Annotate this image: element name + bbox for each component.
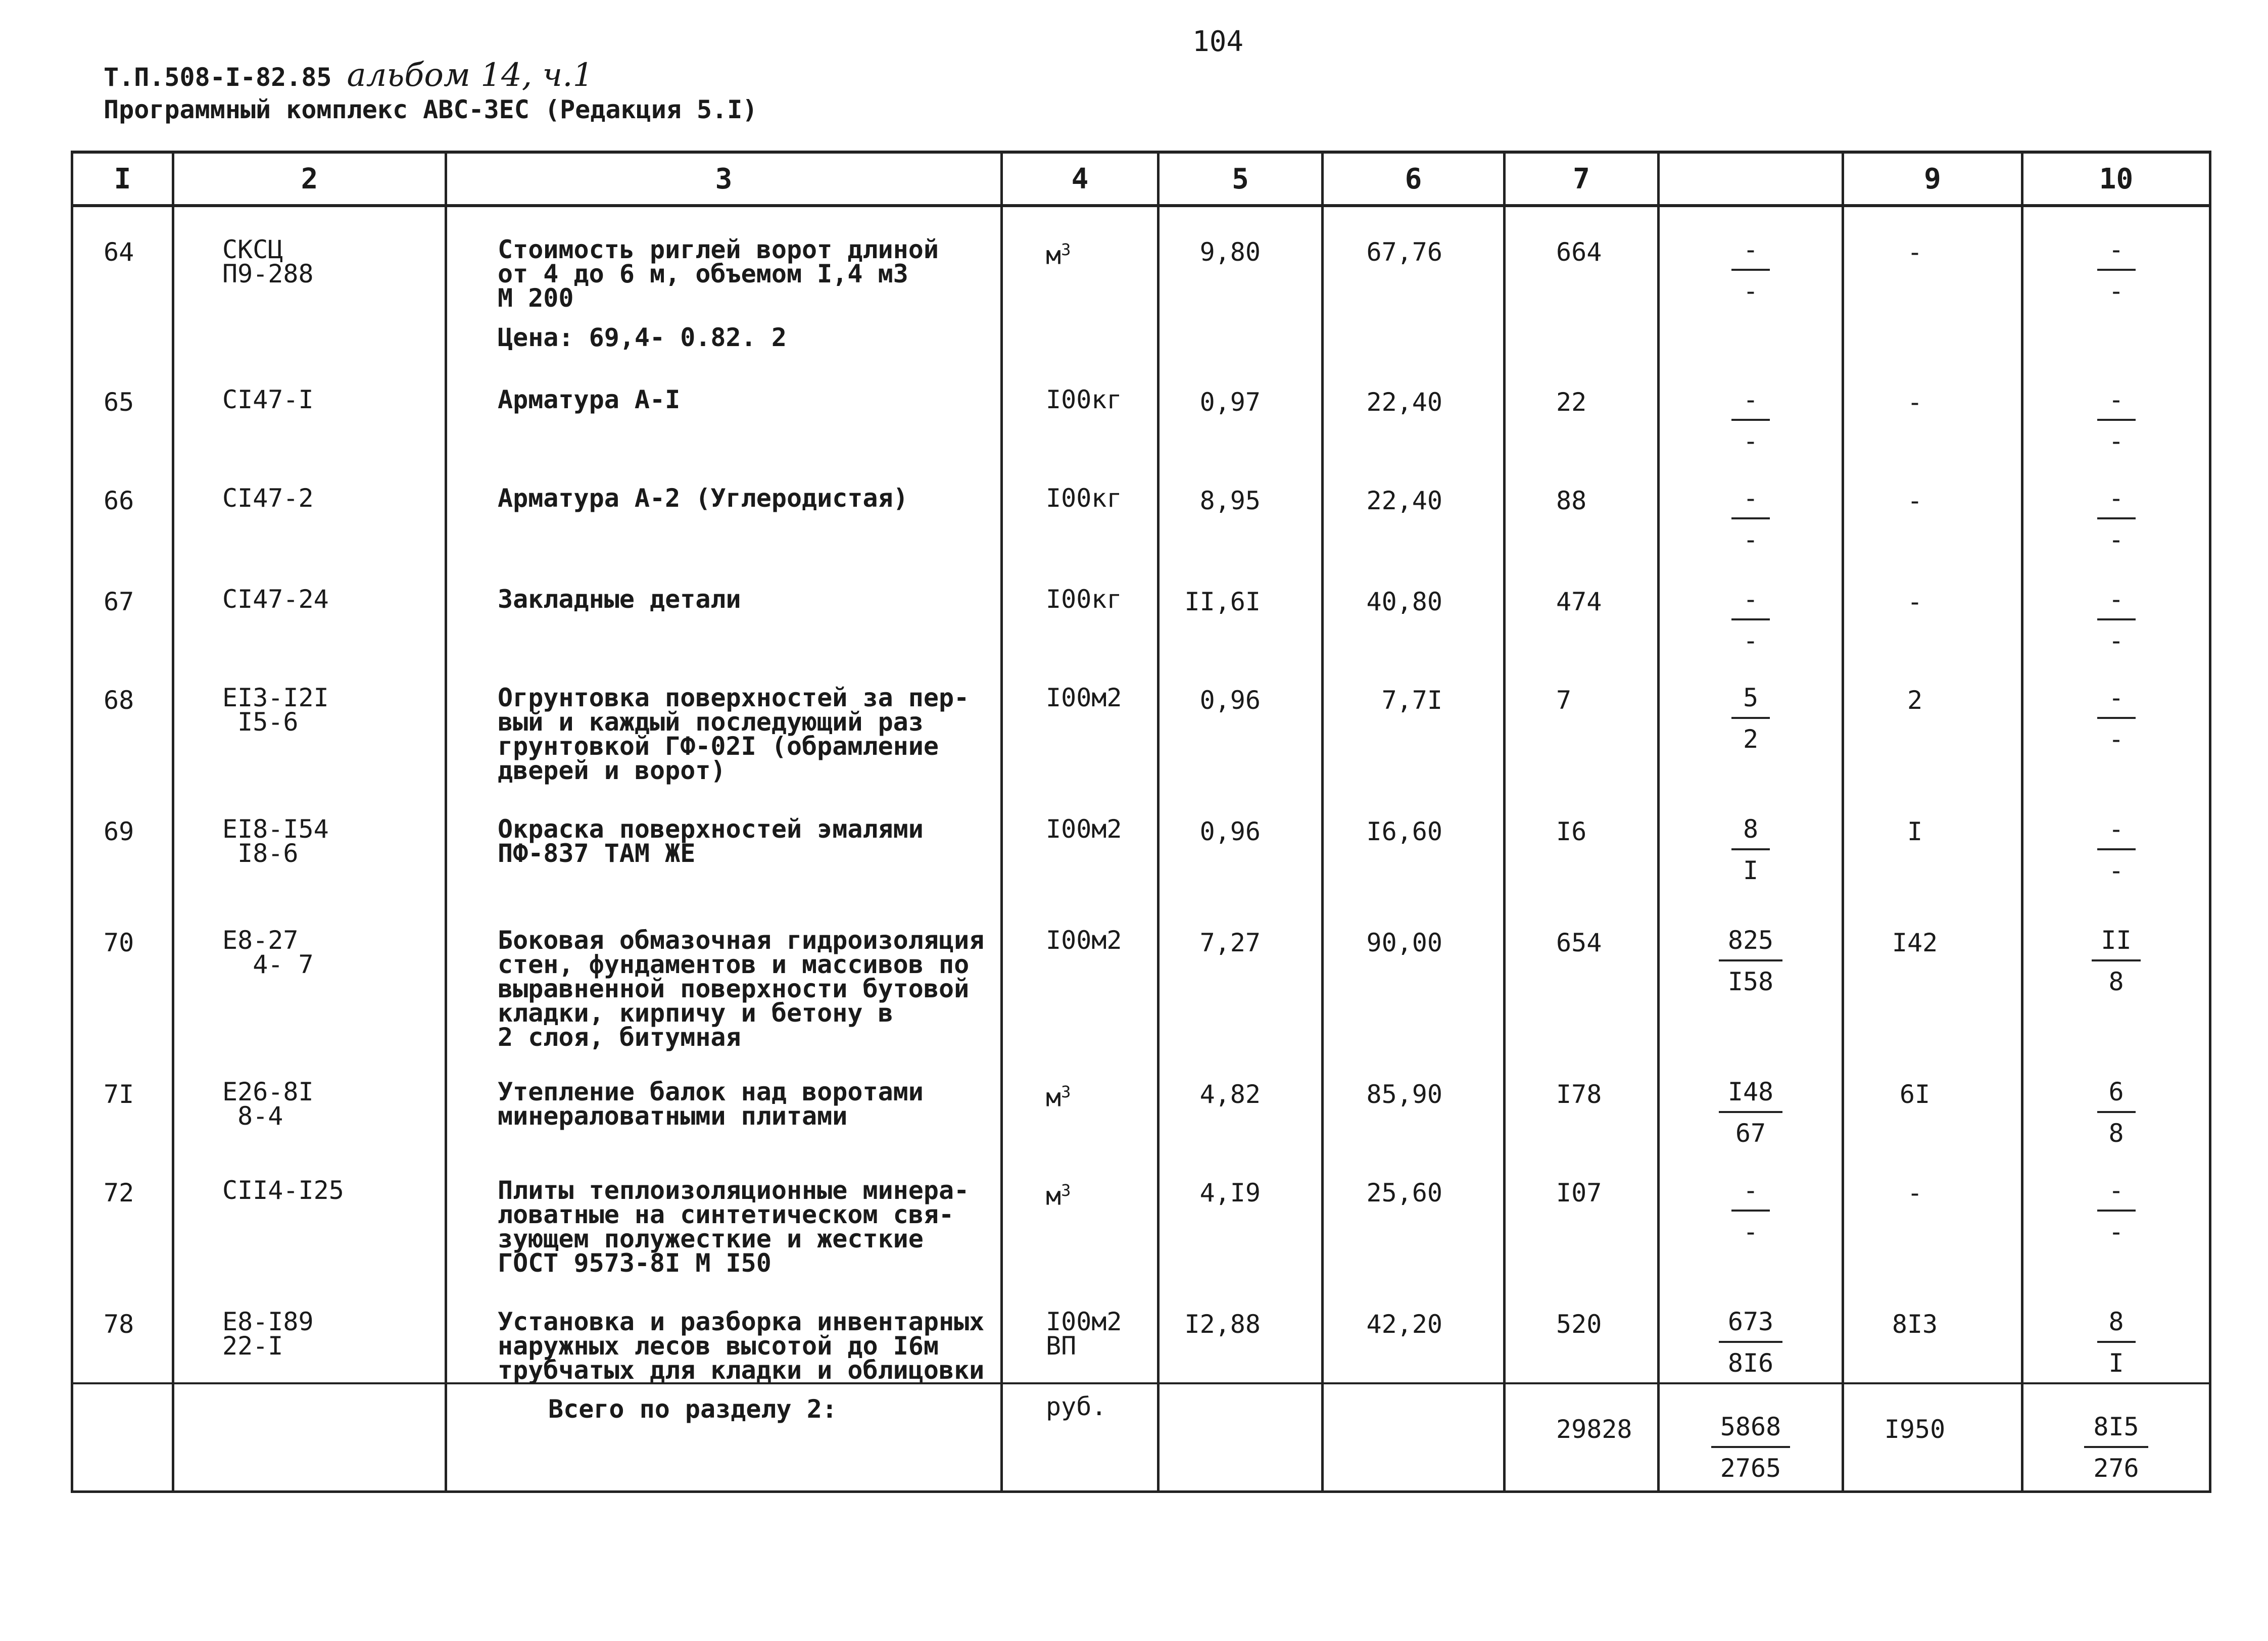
handwritten-note: альбом 14, ч.1 (347, 57, 594, 94)
fraction-10 (2097, 684, 2136, 753)
description-text: Огрунтовка поверхностей за пер- вый и каждый последующий раз грунтовкой ГФ-02I (обрамление дверей и ворот) (498, 683, 970, 785)
rate-code: СКСЦ П9-288 (173, 206, 446, 357)
fraction-10-numerator: II (2092, 926, 2140, 961)
wages-fraction-numerator: 5 (1731, 684, 1770, 719)
work-description (446, 557, 1002, 655)
fraction-10-denominator: - (2108, 1217, 2124, 1246)
fraction-10 (2097, 235, 2136, 305)
unit-text: I00кг (1046, 385, 1122, 414)
rate-code: E8-I89 22-I (173, 1279, 446, 1383)
quantity: 7,27 (1159, 898, 1323, 1049)
unit (1002, 206, 1159, 357)
total-cost: I07 (1505, 1148, 1659, 1279)
fraction-10 (2097, 1176, 2136, 1246)
unit-cost: 22,40 (1323, 357, 1505, 456)
unit-text: I00кг (1046, 484, 1122, 513)
document-code: Т.П.508-I-82.85 (104, 63, 332, 92)
total-cost: 88 (1505, 456, 1659, 557)
wages-fraction (1731, 235, 1770, 305)
wages-fraction-denominator: 67 (1735, 1119, 1766, 1148)
wages-fraction (1731, 484, 1770, 554)
fraction-cell-10 (2022, 456, 2210, 557)
wages-fraction-cell (1659, 655, 1843, 787)
fraction-10-numerator: 8 (2097, 1308, 2136, 1343)
quantity: 9,80 (1159, 206, 1323, 357)
wages-fraction-cell (1659, 898, 1843, 1049)
machine-cost: I (1843, 787, 2022, 898)
table-row (72, 456, 2210, 557)
row-number: 68 (72, 655, 173, 787)
wages-fraction-numerator: 8 (1731, 815, 1770, 850)
wages-fraction-numerator: - (1731, 235, 1770, 271)
table-row (72, 898, 2210, 1049)
unit-text: I00кг (1046, 585, 1122, 614)
column-header-row (72, 152, 2210, 206)
row-number: 70 (72, 898, 173, 1049)
wages-fraction (1731, 684, 1770, 753)
table-row (72, 557, 2210, 655)
total-cost: 654 (1505, 898, 1659, 1049)
description-text: Окраска поверхностей эмалями ПФ-837 ТАМ ЖЕ (498, 814, 924, 868)
wages-fraction-numerator: - (1731, 484, 1770, 519)
description-text: Стоимость риглей ворот длиной от 4 до 6 м, объемом I,4 м3 М 200 (498, 235, 939, 313)
fraction-cell-10 (2022, 557, 2210, 655)
wages-fraction (1719, 1308, 1782, 1377)
total-unit: руб. (1002, 1383, 1159, 1492)
fraction-10-numerator: - (2097, 235, 2136, 271)
wages-fraction-cell (1659, 1049, 1843, 1148)
wages-fraction-cell (1659, 787, 1843, 898)
machine-cost: 6I (1843, 1049, 2022, 1148)
wages-fraction-cell (1659, 456, 1843, 557)
machine-cost: - (1843, 557, 2022, 655)
description-text: Плиты теплоизоляционные минера- ловатные на синтетическом свя- зующем полужесткие и жесткие ГОСТ 9573-8I М I50 (498, 1176, 970, 1278)
quantity: 4,82 (1159, 1049, 1323, 1148)
total-fraction-denominator: 2765 (1720, 1454, 1781, 1483)
fraction-10-numerator: - (2097, 385, 2136, 421)
column-header-8 (1659, 152, 1843, 206)
page-number: 104 (1192, 25, 1244, 58)
quantity: 0,96 (1159, 655, 1323, 787)
fraction-cell-10 (2022, 787, 2210, 898)
machine-cost: 2 (1843, 655, 2022, 787)
wages-fraction (1719, 1078, 1782, 1147)
description-text: Арматура А-I (498, 385, 681, 414)
wages-fraction-denominator: 8I6 (1727, 1348, 1774, 1378)
machine-cost: - (1843, 357, 2022, 456)
total-fraction-10 (2084, 1413, 2148, 1482)
document-code-line (104, 57, 593, 94)
wages-fraction-denominator: - (1743, 626, 1759, 655)
wages-fraction-numerator: - (1731, 385, 1770, 421)
machine-cost: - (1843, 1148, 2022, 1279)
row-number: 66 (72, 456, 173, 557)
fraction-10 (2097, 1308, 2136, 1377)
column-header-9: 9 (1843, 152, 2022, 206)
unit-cost: I6,60 (1323, 787, 1505, 898)
unit (1002, 1148, 1159, 1279)
unit-text: м (1046, 1083, 1061, 1113)
total-row (72, 1383, 2210, 1492)
price-note: Цена: 69,4- 0.82. 2 (498, 323, 787, 352)
unit-text: I00м2 (1046, 683, 1122, 712)
column-header-1: I (72, 152, 173, 206)
unit-text: I00м2 (1046, 814, 1122, 844)
fraction-10 (2097, 815, 2136, 885)
total-cost: 7 (1505, 655, 1659, 787)
fraction-cell-10 (2022, 655, 2210, 787)
column-header-2: 2 (173, 152, 446, 206)
row-number: 64 (72, 206, 173, 357)
fraction-10-denominator: 8 (2108, 967, 2124, 996)
unit-superscript: 3 (1061, 240, 1071, 259)
quantity: 8,95 (1159, 456, 1323, 557)
total-fraction-10-cell (2022, 1383, 2210, 1492)
total-fraction-cell (1659, 1383, 1843, 1492)
unit-superscript: 3 (1061, 1082, 1071, 1101)
column-header-6: 6 (1323, 152, 1505, 206)
wages-fraction (1719, 926, 1782, 996)
work-description (446, 1279, 1002, 1383)
work-description (446, 206, 1002, 357)
work-description (446, 1049, 1002, 1148)
work-description (446, 456, 1002, 557)
total-cost: 664 (1505, 206, 1659, 357)
unit (1002, 898, 1159, 1049)
column-header-3: 3 (446, 152, 1002, 206)
rate-code: CI47-I (173, 357, 446, 456)
wages-fraction-cell (1659, 206, 1843, 357)
unit-cost: 42,20 (1323, 1279, 1505, 1383)
wages-fraction-numerator: - (1731, 1176, 1770, 1212)
wages-fraction-numerator: 825 (1719, 926, 1782, 961)
total-empty-1 (72, 1383, 173, 1492)
unit (1002, 787, 1159, 898)
total-cost: 474 (1505, 557, 1659, 655)
description-text: Боковая обмазочная гидроизоляция стен, фундаментов и массивов по выравненной поверхности бутовой кладки, кирпичу и бетону в 2 слоя, битумная (498, 926, 985, 1052)
estimate-table (71, 151, 2211, 1493)
wages-fraction-denominator: - (1743, 426, 1759, 456)
column-header-5: 5 (1159, 152, 1323, 206)
fraction-10 (2092, 926, 2140, 996)
table-row (72, 206, 2210, 357)
total-label: Всего по разделу 2: (446, 1383, 1002, 1492)
machine-cost: I42 (1843, 898, 2022, 1049)
work-description (446, 787, 1002, 898)
work-description (446, 898, 1002, 1052)
wages-fraction-denominator: I58 (1727, 967, 1774, 996)
fraction-10 (2097, 385, 2136, 455)
quantity: I2,88 (1159, 1279, 1323, 1383)
total-cost: I78 (1505, 1049, 1659, 1148)
wages-fraction-cell (1659, 1279, 1843, 1383)
wages-fraction-cell (1659, 357, 1843, 456)
row-number: 7I (72, 1049, 173, 1148)
wages-fraction-cell (1659, 557, 1843, 655)
unit-text: м (1046, 1181, 1061, 1211)
rate-code: E8-27 4- 7 (173, 898, 446, 1049)
total-fraction-10-numerator: 8I5 (2084, 1413, 2148, 1448)
total-cost: 520 (1505, 1279, 1659, 1383)
unit-text: I00м2 (1046, 926, 1122, 955)
column-header-4: 4 (1002, 152, 1159, 206)
fraction-10-denominator: - (2108, 276, 2124, 306)
wages-fraction (1731, 1176, 1770, 1246)
unit-superscript: 3 (1061, 1181, 1071, 1200)
rate-code: EI3-I2I I5-6 (173, 655, 446, 787)
total-fraction (1711, 1413, 1790, 1482)
fraction-10 (2097, 1078, 2136, 1147)
unit-cost: 25,60 (1323, 1148, 1505, 1279)
total-sum: 29828 (1505, 1383, 1659, 1492)
wages-fraction-denominator: I (1743, 856, 1759, 885)
rate-code: CII4-I25 (173, 1148, 446, 1279)
wages-fraction-denominator: - (1743, 1217, 1759, 1246)
wages-fraction-cell (1659, 1148, 1843, 1279)
machine-cost: 8I3 (1843, 1279, 2022, 1383)
total-empty-6 (1323, 1383, 1505, 1492)
unit-cost: 40,80 (1323, 557, 1505, 655)
rate-code: CI47-24 (173, 557, 446, 655)
total-cost: I6 (1505, 787, 1659, 898)
work-description (446, 1148, 1002, 1279)
table-row (72, 1148, 2210, 1279)
rate-code: CI47-2 (173, 456, 446, 557)
work-description (446, 655, 1002, 787)
table-row (72, 655, 2210, 787)
table-row (72, 1049, 2210, 1148)
column-header-10: 10 (2022, 152, 2210, 206)
total-empty-5 (1159, 1383, 1323, 1492)
rate-code: E26-8I 8-4 (173, 1049, 446, 1148)
wages-fraction-numerator: - (1731, 585, 1770, 620)
fraction-10-numerator: 6 (2097, 1078, 2136, 1113)
unit-text: м (1046, 240, 1061, 270)
fraction-cell-10 (2022, 898, 2210, 1049)
fraction-cell-10 (2022, 357, 2210, 456)
total-machine-cost: I950 (1843, 1383, 2022, 1492)
wages-fraction-denominator: - (1743, 525, 1759, 554)
unit-cost: 85,90 (1323, 1049, 1505, 1148)
fraction-10-numerator: - (2097, 684, 2136, 719)
row-number: 67 (72, 557, 173, 655)
unit (1002, 557, 1159, 655)
table-row (72, 1279, 2210, 1383)
fraction-cell-10 (2022, 1148, 2210, 1279)
fraction-10-numerator: - (2097, 815, 2136, 850)
total-fraction-numerator: 5868 (1711, 1413, 1790, 1448)
total-empty-2 (173, 1383, 446, 1492)
fraction-10-numerator: - (2097, 585, 2136, 620)
fraction-10 (2097, 484, 2136, 554)
wages-fraction (1731, 815, 1770, 885)
machine-cost: - (1843, 206, 2022, 357)
work-description (446, 357, 1002, 456)
total-cost: 22 (1505, 357, 1659, 456)
quantity: II,6I (1159, 557, 1323, 655)
unit (1002, 357, 1159, 456)
fraction-cell-10 (2022, 206, 2210, 357)
description-text: Установка и разборка инвентарных наружных лесов высотой до I6м трубчатых для кладки и облицовки (498, 1307, 985, 1385)
fraction-10 (2097, 585, 2136, 655)
program-line: Программный комплекс АВС-ЗЕС (Редакция 5.I) (104, 95, 758, 124)
fraction-cell-10 (2022, 1049, 2210, 1148)
table-row (72, 787, 2210, 898)
table-row (72, 357, 2210, 456)
fraction-10-denominator: - (2108, 626, 2124, 655)
row-number: 72 (72, 1148, 173, 1279)
fraction-cell-10 (2022, 1279, 2210, 1383)
fraction-10-denominator: - (2108, 525, 2124, 554)
wages-fraction (1731, 585, 1770, 655)
row-number: 69 (72, 787, 173, 898)
row-number: 65 (72, 357, 173, 456)
machine-cost: - (1843, 456, 2022, 557)
wages-fraction-denominator: - (1743, 276, 1759, 306)
unit-cost: 90,00 (1323, 898, 1505, 1049)
total-fraction-10-denominator: 276 (2093, 1454, 2139, 1483)
unit-cost: 67,76 (1323, 206, 1505, 357)
quantity: 0,96 (1159, 787, 1323, 898)
quantity: 0,97 (1159, 357, 1323, 456)
description-text: Арматура А-2 (Углеродистая) (498, 484, 908, 513)
unit (1002, 1279, 1159, 1383)
unit (1002, 655, 1159, 787)
wages-fraction (1731, 385, 1770, 455)
description-text: Закладные детали (498, 585, 741, 614)
fraction-10-numerator: - (2097, 484, 2136, 519)
wages-fraction-numerator: 673 (1719, 1308, 1782, 1343)
column-header-7: 7 (1505, 152, 1659, 206)
fraction-10-denominator: - (2108, 856, 2124, 885)
fraction-10-denominator: I (2108, 1348, 2124, 1378)
fraction-10-denominator: 8 (2108, 1119, 2124, 1148)
unit-cost: 7,7I (1323, 655, 1505, 787)
rate-code: EI8-I54 I8-6 (173, 787, 446, 898)
wages-fraction-numerator: I48 (1719, 1078, 1782, 1113)
row-number: 78 (72, 1279, 173, 1383)
description-text: Утепление балок над воротами минераловатными плитами (498, 1077, 924, 1131)
quantity: 4,I9 (1159, 1148, 1323, 1279)
fraction-10-numerator: - (2097, 1176, 2136, 1212)
unit (1002, 456, 1159, 557)
unit (1002, 1049, 1159, 1148)
fraction-10-denominator: - (2108, 725, 2124, 754)
wages-fraction-denominator: 2 (1743, 725, 1759, 754)
fraction-10-denominator: - (2108, 426, 2124, 456)
unit-text: I00м2 ВП (1046, 1307, 1122, 1361)
unit-cost: 22,40 (1323, 456, 1505, 557)
